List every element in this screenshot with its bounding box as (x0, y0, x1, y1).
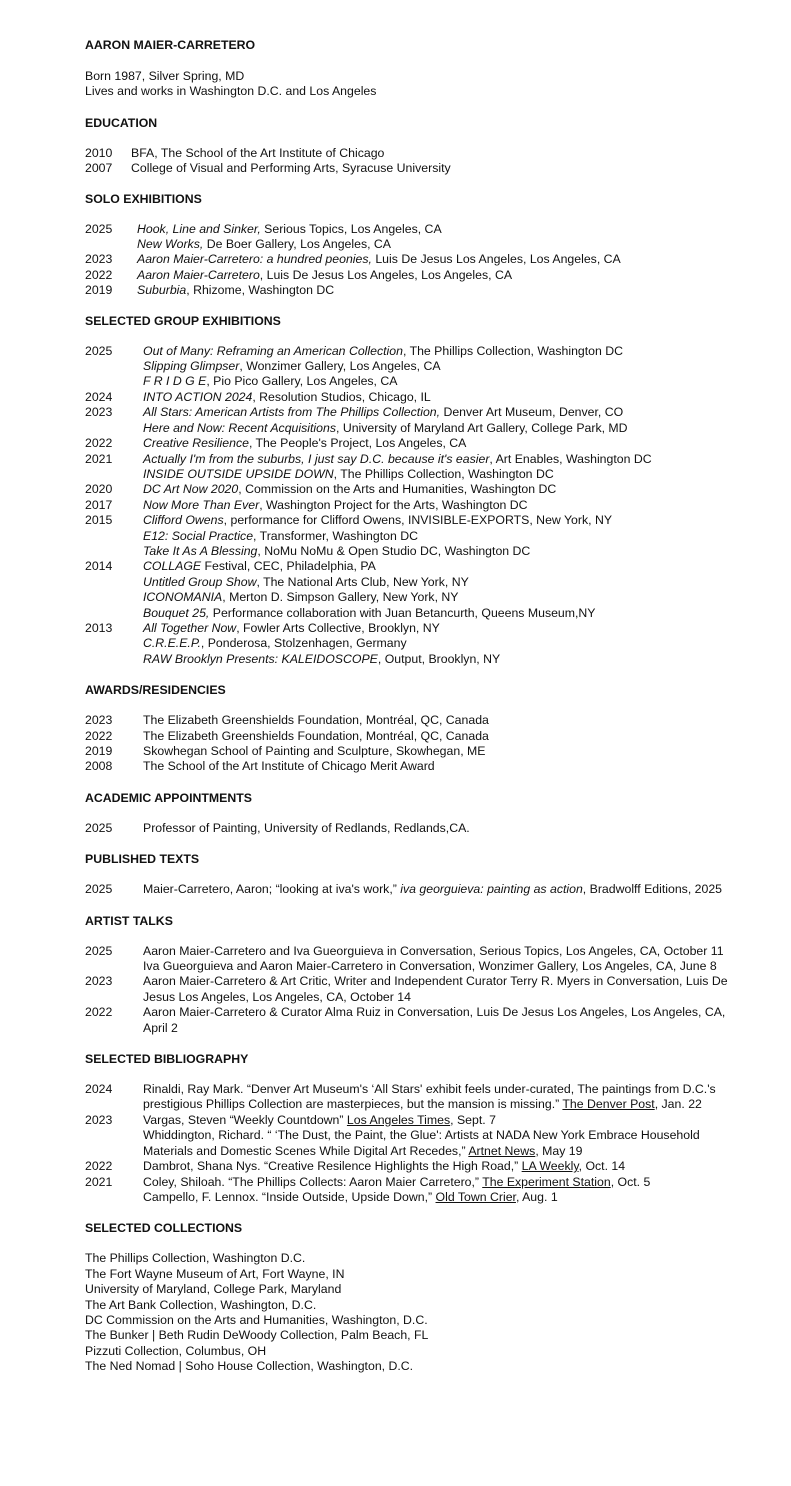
solo-exhibition-details: , Luis De Jesus Los Angeles, Los Angeles, CA (259, 267, 513, 282)
published-texts-heading: PUBLISHED TEXTS (85, 852, 200, 867)
group-exhibition-title: Clifford Owens (143, 513, 224, 528)
group-exhibition-entry (85, 467, 745, 482)
group-exhibition-details: , The Phillips Collection, Washington DC (333, 466, 554, 481)
solo-exhibition-year: 2023 (85, 252, 113, 267)
bibliography-date: , Aug. 1 (515, 1189, 558, 1204)
group-exhibition-text (143, 344, 745, 359)
artist-talk-year: 2022 (85, 1005, 113, 1020)
bibliography-publication: The Experiment Station (482, 1174, 611, 1189)
group-exhibition-title: Slipping Glimpser (143, 359, 240, 374)
award-entry (85, 759, 745, 774)
group-exhibition-details: , The National Arts Club, New York, NY (256, 574, 469, 589)
award-year: 2008 (85, 759, 113, 774)
collection-item: The Art Bank Collection, Washington, D.C. (85, 1297, 317, 1312)
published-text-entry (85, 882, 745, 897)
group-exhibition-text (143, 498, 745, 513)
group-exhibition-title: ICONOMANIA (143, 590, 223, 605)
group-exhibition-entry (85, 405, 745, 420)
award-year: 2019 (85, 744, 113, 758)
bibliography-date: , Oct. 14 (578, 1159, 626, 1174)
solo-exhibition-title: Hook, Line and Sinker, (137, 221, 261, 236)
bibliography-entry (85, 1175, 745, 1190)
bibliography-entry (85, 1128, 745, 1159)
solo-exhibition-details: De Boer Gallery, Los Angeles, CA (203, 237, 392, 252)
group-exhibition-title: INTO ACTION 2024 (143, 389, 253, 404)
group-exhibition-details: , Fowler Arts Collective, Brooklyn, NY (236, 620, 440, 635)
bibliography-citation: Whiddington, Richard. “ ‘The Dust, the Paint, the Glue': Artists at NADA New York Embrace Household Materials and Domestic Scenes While Digital Art Recedes,” (143, 1128, 700, 1158)
group-exhibition-title: Bouquet 25, (143, 605, 210, 620)
published-text-publisher: , Bradwolff Editions, 2025 (582, 882, 723, 897)
group-exhibition-year: 2023 (85, 405, 113, 420)
group-exhibition-details: , Art Enables, Washington DC (489, 451, 652, 466)
award-entry (85, 729, 745, 744)
solo-exhibition-year: 2025 (85, 221, 113, 236)
group-exhibitions-heading: SELECTED GROUP EXHIBITIONS (85, 313, 281, 328)
appointment-year: 2025 (85, 820, 113, 835)
artist-name: AARON MAIER-CARRETERO (85, 38, 256, 52)
group-exhibition-year (85, 544, 143, 559)
bibliography-year: 2024 (85, 1082, 113, 1097)
bio (85, 69, 745, 100)
group-exhibition-details: , Commission on the Arts and Humanities, Washington DC (238, 482, 557, 497)
education-text: College of Visual and Performing Arts, Syracuse University (131, 161, 451, 176)
solo-exhibition-title: New Works, (137, 237, 204, 252)
collection-item: DC Commission on the Arts and Humanities, Washington, D.C. (85, 1312, 428, 1327)
group-exhibition-entry (85, 359, 745, 374)
awards-list (85, 713, 745, 775)
group-exhibition-year: 2017 (85, 497, 113, 512)
collections-section (85, 1221, 745, 1374)
group-exhibition-title: All Together Now (143, 620, 237, 635)
education-entry (85, 146, 745, 161)
group-exhibition-entry (85, 652, 745, 667)
artist-talk-year (85, 959, 143, 974)
group-exhibition-details: Denver Art Museum, Denver, CO (440, 405, 624, 420)
group-exhibition-entry (85, 590, 745, 605)
bibliography-entry (85, 1082, 745, 1113)
group-exhibition-text (143, 359, 745, 374)
group-exhibition-year: 2025 (85, 343, 113, 358)
group-exhibition-entry (85, 498, 745, 513)
group-exhibition-entry (85, 374, 745, 389)
group-exhibition-title: Untitled Group Show (143, 574, 257, 589)
award-text: The Elizabeth Greenshields Foundation, Montréal, QC, Canada (143, 728, 489, 743)
solo-exhibitions-heading: SOLO EXHIBITIONS (85, 191, 202, 206)
solo-exhibition-title: Suburbia (137, 283, 187, 298)
collections-heading: SELECTED COLLECTIONS (85, 1221, 243, 1236)
group-exhibition-details: , Output, Brooklyn, NY (377, 651, 501, 666)
collection-item: The Fort Wayne Museum of Art, Fort Wayne, IN (85, 1266, 345, 1281)
group-exhibition-text (143, 636, 745, 651)
solo-exhibition-text (137, 222, 745, 237)
group-exhibition-title: All Stars: American Artists from The Phillips Collection, (143, 405, 441, 420)
group-exhibition-year: 2015 (85, 513, 113, 528)
bibliography-text (143, 1159, 745, 1174)
collection-item: Pizzuti Collection, Columbus, OH (85, 1343, 267, 1358)
solo-exhibition-entry (85, 222, 745, 237)
solo-exhibition-details: , Rhizome, Washington DC (186, 283, 335, 298)
group-exhibition-details: , Washington Project for the Arts, Washington DC (259, 497, 528, 512)
bibliography-entry (85, 1190, 745, 1205)
group-exhibition-title: INSIDE OUTSIDE UPSIDE DOWN (143, 466, 334, 481)
group-exhibition-title: Now More Than Ever (143, 497, 260, 512)
group-exhibition-text (143, 467, 745, 482)
award-entry (85, 713, 745, 728)
group-exhibition-year: 2020 (85, 482, 113, 497)
group-exhibition-details: , University of Maryland Art Gallery, College Park, MD (335, 420, 628, 435)
group-exhibition-year: 2013 (85, 620, 113, 635)
award-text: Skowhegan School of Painting and Sculpture, Skowhegan, ME (143, 744, 486, 758)
group-exhibition-text (143, 390, 745, 405)
collection-item: University of Maryland, College Park, Maryland (85, 1282, 342, 1297)
bibliography-publication: Artnet News (468, 1143, 536, 1158)
group-exhibition-year: 2024 (85, 389, 113, 404)
award-text: The School of the Art Institute of Chicago Merit Award (143, 759, 435, 774)
group-exhibition-title: Creative Resilience (143, 436, 249, 451)
group-exhibition-details: , The People's Project, Los Angeles, CA (248, 436, 467, 451)
published-text-text (143, 882, 745, 897)
group-exhibition-title: DC Art Now 2020 (143, 482, 239, 497)
solo-exhibitions-section (85, 192, 745, 299)
collections-list (85, 1251, 745, 1374)
group-exhibition-text (143, 452, 745, 467)
bibliography-list (85, 1082, 745, 1205)
group-exhibition-details: , Transformer, Washington DC (253, 528, 418, 543)
group-exhibition-entry (85, 482, 745, 497)
bibliography-publication: Old Town Crier (435, 1189, 516, 1204)
solo-exhibition-text (137, 252, 745, 267)
group-exhibition-year: 2021 (85, 451, 113, 466)
artist-talk-entry (85, 959, 745, 974)
group-exhibition-year (85, 636, 143, 651)
artist-talk-year: 2025 (85, 943, 113, 958)
education-year: 2010 (85, 145, 113, 160)
award-entry (85, 744, 745, 759)
group-exhibition-text (143, 559, 745, 574)
group-exhibition-year (85, 590, 143, 605)
published-texts-section (85, 852, 745, 897)
group-exhibition-title: Here and Now: Recent Acquisitions (143, 420, 336, 435)
bibliography-text (143, 1190, 745, 1205)
awards-heading: AWARDS/RESIDENCIES (85, 683, 226, 698)
bibliography-entry (85, 1159, 745, 1174)
bibliography-text (143, 1128, 745, 1159)
solo-exhibition-details: Luis De Jesus Los Angeles, Los Angeles, CA (371, 252, 621, 267)
education-section (85, 116, 745, 177)
artist-talk-year: 2023 (85, 974, 113, 989)
bibliography-year: 2023 (85, 1112, 113, 1127)
solo-exhibition-details: Serious Topics, Los Angeles, CA (260, 221, 442, 236)
education-text: BFA, The School of the Art Institute of Chicago (131, 145, 385, 160)
artist-talk-text: Aaron Maier-Carretero & Art Critic, Writer and Independent Curator Terry R. Myers in Conversation, Luis De Jesus Los Angeles, Los Angeles, CA, October 14 (143, 974, 728, 1004)
solo-exhibition-year: 2022 (85, 267, 113, 282)
group-exhibition-details: , The Phillips Collection, Washington DC (402, 343, 624, 358)
artist-talk-text: Aaron Maier-Carretero & Curator Alma Ruiz in Conversation, Luis De Jesus Los Angeles, Los Angeles, CA, April 2 (143, 1005, 726, 1035)
collection-item: The Ned Nomad | Soho House Collection, Washington, D.C. (85, 1359, 414, 1374)
education-heading: EDUCATION (85, 115, 158, 130)
bibliography-citation: Rinaldi, Ray Mark. “Denver Art Museum's ‘All Stars' exhibit feels under-curated, The paintings from D.C.'s prestigious Phillips Collection are masterpieces, but the mansion is missing.” (143, 1082, 716, 1112)
education-year: 2007 (85, 161, 113, 176)
artist-talk-text: Iva Gueorguieva and Aaron Maier-Carretero in Conversation, Wonzimer Gallery, Los Angeles, CA, June 8 (143, 959, 717, 974)
cv-document (85, 38, 745, 1375)
artist-talks-heading: ARTIST TALKS (85, 913, 173, 928)
bibliography-year: 2021 (85, 1174, 113, 1189)
solo-exhibition-title: Aaron Maier-Carretero: a hundred peonies, (137, 252, 372, 267)
artist-talk-text: Aaron Maier-Carretero and Iva Gueorguieva in Conversation, Serious Topics, Los Angeles, CA, October 11 (143, 943, 724, 958)
group-exhibition-entry (85, 452, 745, 467)
group-exhibition-entry (85, 606, 745, 621)
group-exhibition-details: , Resolution Studios, Chicago, IL (252, 389, 431, 404)
award-text: The Elizabeth Greenshields Foundation, Montréal, QC, Canada (143, 713, 489, 728)
group-exhibition-title: E12: Social Practice (143, 528, 254, 543)
group-exhibition-entry (85, 436, 745, 451)
collection-item: The Bunker | Beth Rudin DeWoody Collection, Palm Beach, FL (85, 1328, 429, 1343)
published-texts-list (85, 882, 745, 897)
solo-exhibition-text (137, 283, 745, 298)
group-exhibition-text (143, 513, 745, 528)
bibliography-year: 2022 (85, 1159, 113, 1174)
group-exhibition-title: COLLAGE (143, 559, 202, 574)
bibliography-section (85, 1052, 745, 1205)
group-exhibitions-list (85, 344, 745, 668)
bio-born: Born 1987, Silver Spring, MD (85, 69, 245, 83)
academic-appointments-section (85, 791, 745, 836)
group-exhibition-title: Take It As A Blessing (143, 543, 258, 558)
bibliography-date: , Jan. 22 (654, 1097, 702, 1112)
solo-exhibition-entry (85, 268, 745, 283)
group-exhibition-entry (85, 636, 745, 651)
group-exhibition-entry (85, 559, 745, 574)
group-exhibition-details: , Ponderosa, Stolzenhagen, Germany (200, 636, 407, 651)
bibliography-citation: Coley, Shiloah. “The Phillips Collects: Aaron Maier Carretero,” (143, 1174, 483, 1189)
awards-section (85, 683, 745, 775)
group-exhibition-text (143, 482, 745, 497)
artist-talk-entry (85, 1005, 745, 1036)
bibliography-text (143, 1175, 745, 1190)
solo-exhibition-title: Aaron Maier-Carretero (137, 267, 260, 282)
bibliography-publication: Los Angeles Times (346, 1112, 451, 1127)
group-exhibition-details: , Wonzimer Gallery, Los Angeles, CA (239, 359, 441, 374)
group-exhibition-year: 2014 (85, 559, 113, 574)
group-exhibition-year (85, 652, 143, 667)
group-exhibition-entry (85, 390, 745, 405)
group-exhibition-title: Out of Many: Reframing an American Collection (143, 343, 403, 358)
group-exhibition-text (143, 606, 745, 621)
bibliography-citation: Campello, F. Lennox. “Inside Outside, Upside Down,” (143, 1189, 436, 1204)
award-year: 2023 (85, 713, 113, 728)
bibliography-text (143, 1113, 745, 1128)
group-exhibition-details: Festival, CEC, Philadelphia, PA (201, 559, 376, 574)
group-exhibition-details: Performance collaboration with Juan Betancurth, Queens Museum,NY (209, 605, 596, 620)
solo-exhibition-year (85, 237, 137, 252)
group-exhibition-entry (85, 621, 745, 636)
group-exhibition-entry (85, 529, 745, 544)
group-exhibition-entry (85, 421, 745, 436)
group-exhibition-text (143, 621, 745, 636)
published-text-title: iva georguieva: painting as action (400, 882, 583, 897)
academic-appointments-list (85, 821, 745, 836)
group-exhibition-year (85, 421, 143, 436)
education-entry (85, 161, 745, 176)
group-exhibition-text (143, 405, 745, 420)
group-exhibition-entry (85, 575, 745, 590)
group-exhibition-title: Actually I'm from the suburbs, I just say D.C. because it's easier (143, 451, 490, 466)
group-exhibition-year (85, 359, 143, 374)
group-exhibition-year (85, 575, 143, 590)
bibliography-heading: SELECTED BIBLIOGRAPHY (85, 1052, 249, 1067)
bibliography-year (85, 1128, 143, 1159)
group-exhibition-entry (85, 513, 745, 528)
group-exhibition-text (143, 652, 745, 667)
group-exhibition-year (85, 467, 143, 482)
artist-talks-list (85, 944, 745, 1036)
group-exhibition-title: RAW Brooklyn Presents: KALEIDOSCOPE (143, 651, 378, 666)
group-exhibition-entry (85, 344, 745, 359)
group-exhibition-year (85, 374, 143, 389)
artist-talks-section (85, 914, 745, 1036)
group-exhibition-title: F R I D G E (143, 374, 207, 389)
published-text-author: Maier-Carretero, Aaron; “looking at iva's work,” (143, 882, 401, 897)
solo-exhibition-text (137, 268, 745, 283)
appointment-entry (85, 821, 745, 836)
bio-lives: Lives and works in Washington D.C. and Los Angeles (85, 84, 377, 99)
solo-exhibition-text (137, 237, 745, 252)
bibliography-date: , May 19 (535, 1143, 583, 1158)
bibliography-date: , Sept. 7 (450, 1112, 496, 1127)
bibliography-citation: Vargas, Steven “Weekly Countdown” (143, 1112, 347, 1127)
group-exhibition-details: , Pio Pico Gallery, Los Angeles, CA (206, 374, 398, 389)
bibliography-date: , Oct. 5 (610, 1174, 651, 1189)
education-list (85, 146, 745, 177)
bibliography-citation: Dambrot, Shana Nys. “Creative Resilence Highlights the High Road,” (143, 1159, 522, 1174)
group-exhibitions-section (85, 314, 745, 668)
published-text-year: 2025 (85, 882, 113, 897)
group-exhibition-details: , Merton D. Simpson Gallery, New York, NY (222, 590, 459, 605)
bibliography-year (85, 1190, 143, 1205)
group-exhibition-title: C.R.E.E.P. (143, 636, 201, 651)
solo-exhibition-entry (85, 237, 745, 252)
group-exhibition-text (143, 575, 745, 590)
group-exhibition-year (85, 606, 143, 621)
group-exhibition-details: , performance for Clifford Owens, INVISIBLE-EXPORTS, New York, NY (223, 513, 613, 528)
artist-talk-entry (85, 944, 745, 959)
group-exhibition-text (143, 374, 745, 389)
bibliography-publication: The Denver Post (562, 1097, 655, 1112)
award-year: 2022 (85, 728, 113, 743)
group-exhibition-year: 2022 (85, 436, 113, 451)
group-exhibition-year (85, 529, 143, 544)
solo-exhibition-entry (85, 283, 745, 298)
bibliography-entry (85, 1113, 745, 1128)
artist-talk-entry (85, 974, 745, 1005)
group-exhibition-entry (85, 544, 745, 559)
solo-exhibitions-list (85, 222, 745, 299)
group-exhibition-text (143, 436, 745, 451)
solo-exhibition-year: 2019 (85, 283, 113, 298)
group-exhibition-text (143, 529, 745, 544)
group-exhibition-text (143, 590, 745, 605)
group-exhibition-text (143, 421, 745, 436)
group-exhibition-text (143, 544, 745, 559)
group-exhibition-details: , NoMu NoMu & Open Studio DC, Washington DC (257, 543, 531, 558)
bibliography-publication: LA Weekly (521, 1159, 579, 1174)
solo-exhibition-entry (85, 252, 745, 267)
academic-appointments-heading: ACADEMIC APPOINTMENTS (85, 790, 252, 805)
collection-item: The Phillips Collection, Washington D.C. (85, 1251, 306, 1266)
bibliography-text (143, 1082, 745, 1113)
appointment-text: Professor of Painting, University of Redlands, Redlands,CA. (143, 820, 470, 835)
